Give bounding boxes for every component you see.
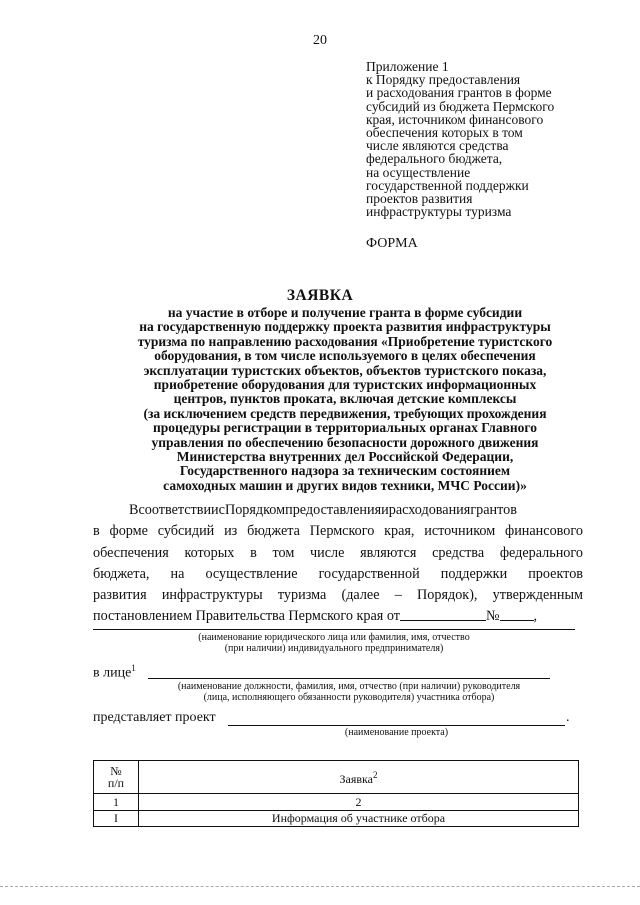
appendix-line: края, источником финансового [366,111,544,127]
paragraph-word: финансового [505,523,583,540]
paragraph-word: поддержки [440,565,508,582]
paragraph-word: на [170,565,185,582]
header-number-label: п/п [107,776,125,790]
body-paragraph [93,500,583,628]
paragraph-word: – [394,587,402,604]
paragraph-word: соответствии [138,502,219,518]
subject-line: Государственного надзора за техническим состоянием [179,463,511,479]
column-number-cell: 2 [139,794,579,811]
representative-caption [148,681,550,703]
subject-line: на государственную поддержку проекта развития инфраструктуры [139,319,551,335]
representative-label [93,663,136,682]
appendix-line: и расходования грантов в форме [366,85,552,101]
paragraph-word: (далее [341,587,380,604]
subject-line: туризма по направлению расходования «Приобретение туристского [137,333,553,349]
paragraph-word: форме [109,523,148,540]
application-table [93,760,579,827]
paragraph-word: в [93,523,100,540]
project-name-field[interactable] [228,725,565,726]
appendix-line: проектов развития [366,191,473,207]
form-label: ФОРМА [366,236,418,251]
paragraph-word: развития [93,587,147,604]
paragraph-word: являются [360,544,417,561]
column-number-cell: 1 [94,794,139,811]
paragraph-line [93,543,583,564]
paragraph-line [93,500,583,521]
paragraph-word: из [224,523,238,540]
subject-line: приобретение оборудования для туристских информационных [153,377,537,393]
subject-line: эксплуатации туристских объектов, объектов туристского показа, [143,362,547,378]
appendix-line: федерального бюджета, [366,151,503,167]
number-sign: № [485,608,500,625]
applicant-caption-line: (наименование юридического лица или фамилия, имя, отчество [198,632,470,643]
paragraph-line [93,564,583,585]
paragraph-word: государственной [318,565,420,582]
subject-line: центров, пунктов проката, включая детские комплексы [173,391,517,407]
representative-caption-line: (лица, исполняющего обязанности руководителя) участника отбора) [203,692,495,703]
appendix-line: инфраструктуры туризма [366,204,512,220]
applicant-caption-line: (при наличии) индивидуального предпринимателя) [224,643,444,654]
page-number: 20 [313,33,327,48]
appendix-line: на осуществление [366,164,471,180]
paragraph-word: расходования [388,502,471,518]
paragraph-word: осуществление [205,565,298,582]
paragraph-word: В [129,502,139,518]
appendix-line: субсидий из бюджета Пермского [366,98,555,114]
paragraph-word: которых [184,544,235,561]
paragraph-word: и [381,502,389,518]
paragraph-word: утвержденным [492,587,583,604]
footnote-marker: 2 [373,770,378,780]
appendix-line: к Порядку предоставления [366,72,521,88]
paragraph-line [93,606,583,627]
subject-line: (за исключением средств передвижения, требующих прохождения [143,405,547,421]
paragraph-word: в [250,544,257,561]
paragraph-word: источником [424,523,496,540]
appendix-line: числе являются средства [366,138,509,154]
paragraph-line [93,521,583,542]
subject-line: оборудования, в том числе используемого в целях обеспечения [154,348,536,364]
paragraph-word: числе [310,544,345,561]
subject-line: Министерства внутренних дел Российской Федерации, [176,449,514,465]
paragraph-word: обеспечения [93,544,169,561]
resolution-text: постановлением Правительства Пермского края от [93,608,400,625]
table-header-row [94,761,579,794]
subject-line: процедуры регистрации в территориальных органах Главного [153,420,537,436]
subject-line: управления по обеспечению безопасности дорожного движения [151,434,539,450]
date-blank-field[interactable] [400,606,486,621]
paragraph-word: бюджета, [93,565,150,582]
document-subject [60,306,630,493]
paragraph-line [93,585,583,606]
paragraph-word: бюджета [247,523,300,540]
representative-field[interactable] [148,678,550,679]
applicant-caption [93,632,575,654]
appendix-line: обеспечения которых в том [366,125,523,141]
paragraph-word: проектов [528,565,583,582]
header-number-cell [94,761,139,794]
section-number-cell: I [94,811,139,827]
paragraph-word: грантов [470,502,517,518]
paragraph-word: субсидий [157,523,215,540]
applicant-name-field[interactable] [93,629,575,630]
page-cut-line [0,886,640,887]
header-application-cell [139,761,579,794]
appendix-note [366,60,606,218]
paragraph-word: инфраструктуры [161,587,263,604]
paragraph-word: туризма [277,587,327,604]
paragraph-word: Порядок), [417,587,478,604]
appendix-line: Приложение 1 [366,59,449,74]
representative-label-text: в лице [93,665,132,681]
appendix-line: государственной поддержки [366,177,529,193]
representative-caption-line: (наименование должности, фамилия, имя, отчество (при наличии) руководителя [177,681,521,692]
section-title-cell: Информация об участнике отбора [139,811,579,827]
table-row [94,811,579,827]
paragraph-word: том [272,544,295,561]
project-end-period: . [566,710,570,725]
number-blank-field[interactable] [500,606,534,621]
document-title: ЗАЯВКА [286,287,354,304]
paragraph-word: с [218,502,225,518]
header-application-label: Заявка [339,772,373,786]
paragraph-word: Пермского [309,523,375,540]
project-caption: (наименование проекта) [344,727,449,738]
paragraph-word: средства [432,544,485,561]
footnote-marker: 1 [131,663,136,673]
header-number-sign: № [110,764,122,778]
paragraph-word: федерального [499,544,583,561]
subject-line: самоходных машин и других видов техники, МЧС России)» [163,477,527,493]
paragraph-word: края, [384,523,415,540]
table-row [94,794,579,811]
project-label: представляет проект [93,710,216,725]
paragraph-word: Порядком [224,502,286,518]
line-end-comma: , [533,608,538,625]
subject-line: на участие в отборе и получение гранта в форме субсидии [167,305,523,320]
paragraph-word: предоставления [285,502,382,518]
